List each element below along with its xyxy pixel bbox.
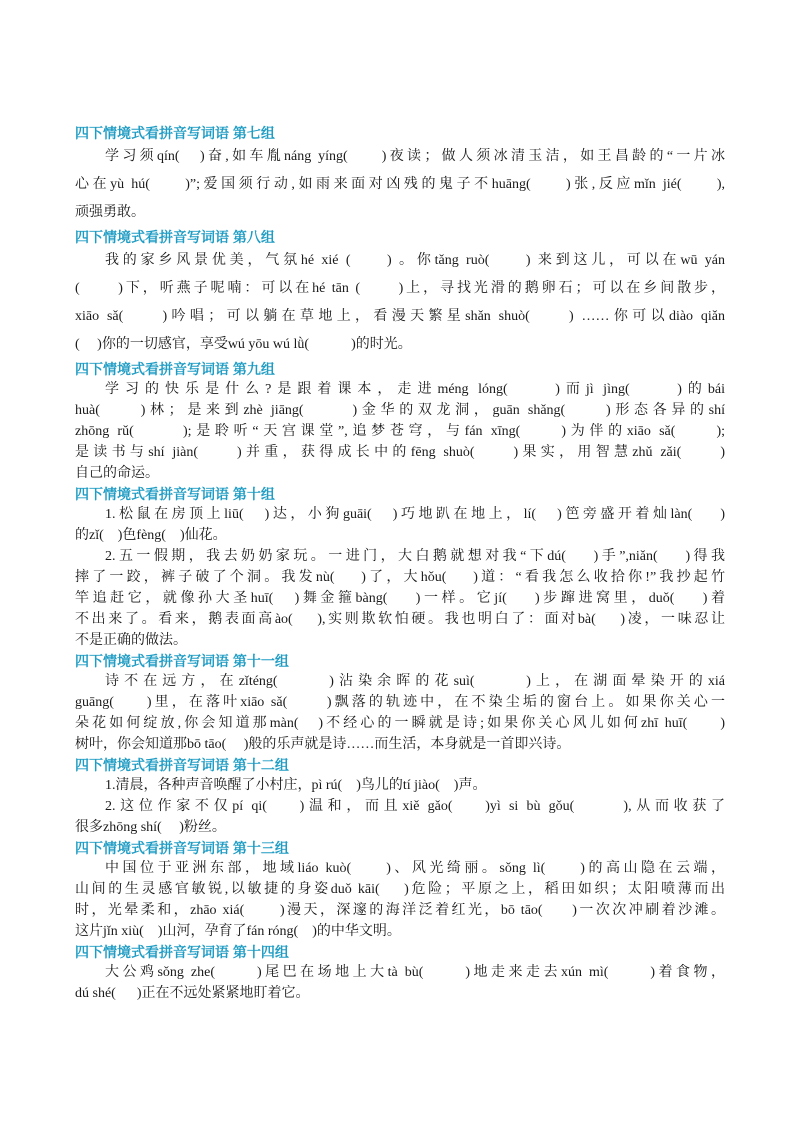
exercise-group [75,755,725,838]
text-line: 学习的快乐是什么?是跟着课本，走进méng lóng( )而jì jìng( )的bái [105,382,725,397]
text-line: 时，光晕柔和，zhāo xiá( )漫天，深邃的海洋泛着红光，bō tāo( )一次次冲刷着沙滩。 [75,903,725,918]
exercise-group [75,651,725,755]
text-line: zhōng rǔ( );是聆听“天宫课堂”,追梦苍穹，与fán xīng( )为伴的xiāo sǎ( ); [75,424,725,439]
exercise-group [75,484,725,651]
text-line: 中国位于亚洲东部，地域liáo kuò( )、风光绮丽。sǒng lì( )的高山隐在云端， [105,861,725,876]
group-heading: 四下情境式看拼音写词语 第七组 [75,125,275,141]
exercise-paragraph [75,962,725,1004]
text-line: 自己的命运。 [75,466,159,481]
text-line: 1.清晨，各种声音唤醒了小村庄，pì rú( )鸟儿的tí jiào( )声。 [105,778,487,793]
exercise-group [75,227,725,359]
text-line: 不是正确的做法。 [75,633,187,648]
text-line: guāng( )里，在落叶xiāo sǎ( )飘落的轨迹中，在不染尘垢的窗台上。如果你关心一 [75,695,725,710]
exercise-paragraph [75,671,725,755]
text-line: 摔了一跤，裤子破了个洞。我发nù( )了，大hǒu( )道：“看我怎么收拾你!”我抄起竹 [75,570,725,585]
exercise-paragraph [75,546,725,651]
exercise-paragraph [75,796,725,838]
text-line: 竿追赶它，就像孙大圣huī( )舞金箍bàng( )一样。它jí( )步蹿进窝里，duǒ( )着 [75,591,725,606]
exercise-paragraph [75,379,725,484]
text-line: ( )下，听燕子呢喃：可以在hé tān ( )上，寻找光滑的鹅卵石；可以在乡间散步， [75,281,725,296]
text-line: ( )你的一切感官，享受wú yōu wú lǜ( )的时光。 [75,337,412,352]
exercise-group [75,123,725,227]
text-line: 我的家乡风景优美，气氛hé xié ( ) 。你tǎng ruò( ) 来到这儿，可以在wū yán [105,253,725,268]
text-line: 山间的生灵感官敏锐,以敏捷的身姿duǒ kāi( )危险；平原之上，稻田如织；太阳喷薄而出 [75,882,725,897]
text-line: huà( )林；是来到zhè jiāng( )金华的双龙洞，guān shǎng( )形态各异的shí [75,403,725,418]
group-heading: 四下情境式看拼音写词语 第十二组 [75,757,289,773]
text-line: 的zǐ( )色fèng( )仙花。 [75,528,227,543]
group-heading: 四下情境式看拼音写词语 第十四组 [75,944,289,960]
text-line: 不出来了。看来，鹅表面高ào( ),实则欺软怕硬。我也明白了：面对bà( )凌，一味忍让 [75,612,725,627]
text-line: 很多zhōng shí( )粉丝。 [75,820,226,835]
text-line: 大公鸡sǒng zhe( )尾巴在场地上大tà bù( )地走来走去xún mì( )着食物， [105,965,725,980]
text-line: 这片jǐn xiù( )山河，孕育了fán róng( )的中华文明。 [75,924,401,939]
exercise-paragraph [75,247,725,359]
exercise-group [75,359,725,484]
exercise-paragraph [75,504,725,546]
exercise-paragraph [75,775,725,796]
text-line: xiāo sǎ( )吟唱；可以躺在草地上，看漫天繁星shǎn shuò( ) ……你可以diào qiǎn [75,309,725,324]
text-line: 2.五一假期，我去奶奶家玩。一进门，大白鹅就想对我“下dú( )手”,niǎn( )得我 [105,549,725,564]
group-heading: 四下情境式看拼音写词语 第十组 [75,486,275,502]
exercise-group [75,942,725,1004]
text-line: 2.这位作家不仅pí qi( )温和，而且xiě gǎo( )yì si bù gǒu( ),从而收获了 [105,799,725,814]
text-line: 心在yù hú( )”;爱国须行动,如雨来面对凶残的鬼子不huāng( )张,反应mǐn jié( ), [75,177,725,192]
text-line: 是读书与shí jiàn( )并重，获得成长中的fēng shuò( )果实，用智慧zhǔ zǎi( ) [75,445,725,460]
text-line: 学习须qín( )奋,如车胤náng yíng( )夜读；做人须冰清玉洁，如王昌龄的“一片冰 [105,149,725,164]
text-line: 顽强勇敢。 [75,205,145,220]
worksheet-page [75,123,725,1004]
text-line: 1.松鼠在房顶上liū( )达，小狗guāi( )巧地趴在地上，lí( )笆旁盛开着灿làn( ) [105,507,725,522]
text-line: dú shé( )正在不远处紧紧地盯着它。 [75,986,310,1001]
text-line: 树叶，你会知道那bō tāo( )般的乐声就是诗……而生活，本身就是一首即兴诗。 [75,737,571,752]
exercise-group [75,838,725,942]
group-heading: 四下情境式看拼音写词语 第十三组 [75,840,289,856]
text-line: 诗不在远方，在zǐténg( )沾染余晖的花suì( )上，在湖面晕染开的xiá [105,674,725,689]
group-heading: 四下情境式看拼音写词语 第十一组 [75,653,289,669]
group-heading: 四下情境式看拼音写词语 第八组 [75,229,275,245]
exercise-paragraph [75,858,725,942]
group-heading: 四下情境式看拼音写词语 第九组 [75,361,275,377]
text-line: 朵花如何绽放,你会知道那màn( )不经心的一瞬就是诗;如果你关心风儿如何zhī huī( ) [75,716,725,731]
exercise-paragraph [75,143,725,227]
